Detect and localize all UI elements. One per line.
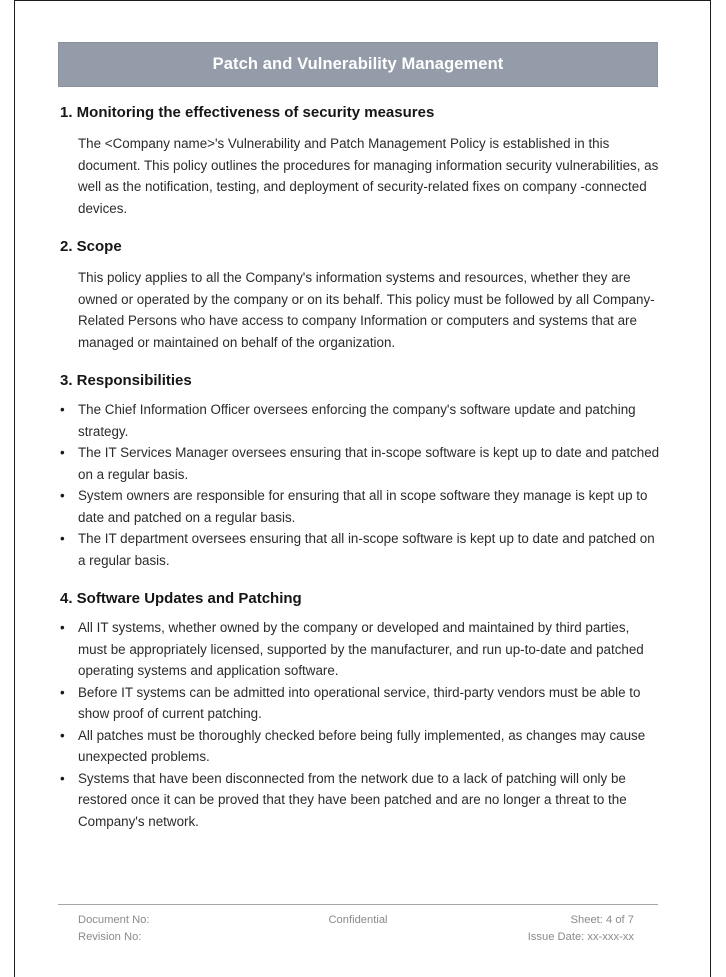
list-item [0,485,726,528]
list-item-text: System owners are responsible for ensuring that all in scope software they manage is kept up to date and patched on a regular basis. [78,488,648,525]
section-heading: 2. Scope [60,238,122,255]
list-item-text: All patches must be thoroughly checked before being fully implemented, as changes may cause unexpected problems. [78,727,646,764]
list-item [0,442,726,485]
list-item [0,768,726,833]
list-item [0,399,726,442]
list-item-text: Before IT systems can be admitted into operational service, third-party vendors must be able to show proof of current patching. [78,684,641,721]
section-responsibilities [0,370,726,571]
page-title: Patch and Vulnerability Management [212,55,504,74]
footer-right-column [528,912,634,946]
section-paragraph: This policy applies to all the Company's information systems and resources, whether they are owned or operated by the company or on its behalf. This policy must be followed by all Company-Related Persons who have access to company Information or computers and systems that are managed or maintained on behalf of the organization. [78,270,655,350]
bullet-icon: • [60,684,65,700]
bullet-icon: • [60,445,65,460]
footer-content [58,912,658,946]
bullet-icon: • [60,488,65,503]
list-item-text: Systems that have been disconnected from the network due to a lack of patching will only be restored once it can be proved that they have been patched and are no longer a threat to the Company's network. [78,770,627,829]
list-item [0,528,726,571]
page-footer [58,904,658,946]
footer-sheet-number: Sheet: 4 of 7 [570,914,634,926]
list-item [0,725,726,768]
section-heading: 4. Software Updates and Patching [60,590,302,607]
bullet-icon: • [60,770,65,786]
list-item-text: The IT department oversees ensuring that all in-scope software is kept up to date and patched on a regular basis. [78,531,655,568]
bullet-icon: • [60,620,65,635]
bullet-list [0,399,726,571]
list-item [0,617,726,682]
footer-document-no: Document No: [78,914,150,926]
document-title-banner [58,42,658,87]
bullet-list [0,617,726,832]
footer-confidential-label: Confidential [328,914,388,926]
section-monitoring [0,102,726,219]
section-heading: 3. Responsibilities [60,372,192,389]
footer-divider [58,904,658,905]
section-heading: 1. Monitoring the effectiveness of security measures [60,104,435,121]
bullet-icon: • [60,531,65,546]
bullet-icon: • [60,402,65,417]
footer-revision-no: Revision No: [78,931,142,943]
list-item-text: All IT systems, whether owned by the company or developed and maintained by third parties, must be appropriately licensed, supported by the manufacturer, and run up-to-date and patched operating systems and application software. [78,620,644,678]
bullet-icon: • [60,727,65,743]
document-body [0,102,726,832]
list-item [0,682,726,725]
list-item-text: The IT Services Manager oversees ensuring that in-scope software is kept up to date and patched on a regular basis. [78,445,660,482]
list-item-text: The Chief Information Officer oversees enforcing the company's software update and patching strategy. [78,402,636,439]
footer-issue-date: Issue Date: xx-xxx-xx [527,931,634,943]
section-paragraph: The <Company name>'s Vulnerability and Patch Management Policy is established in this document. This policy outlines the procedures for managing information security vulnerabilities, as well as the notification, testing, and deployment of security-related fixes on company -connected devices. [78,136,659,216]
section-scope [0,236,726,353]
section-software-updates [0,588,726,832]
